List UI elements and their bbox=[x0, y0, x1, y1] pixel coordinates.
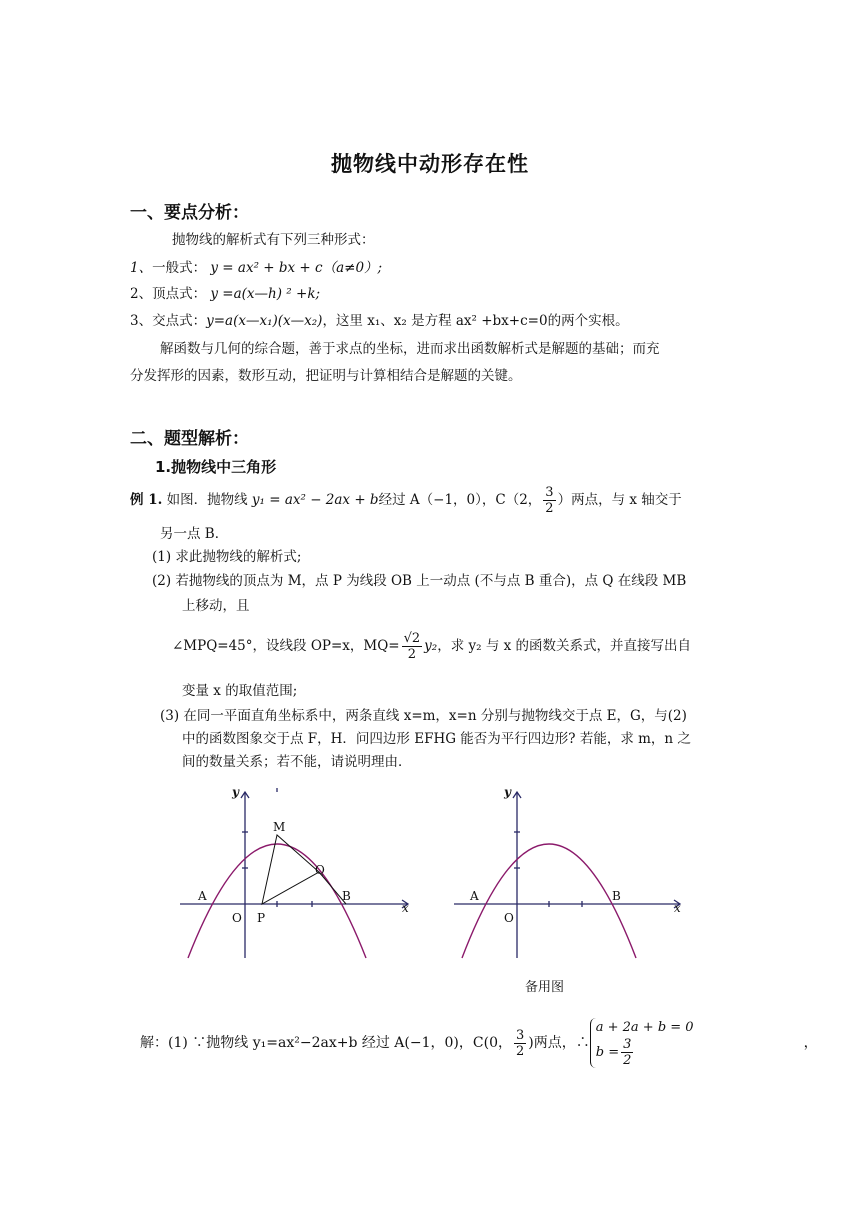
solution-fraction bbox=[514, 1028, 526, 1059]
intercept-form-formula: y=a(x—x₁)(x—x₂) bbox=[206, 313, 323, 329]
label-o: O bbox=[232, 911, 242, 925]
label-q: Q bbox=[315, 863, 325, 877]
item1-number: 1、 bbox=[130, 260, 153, 276]
label-p: P bbox=[257, 911, 266, 925]
parabola-figure-main bbox=[170, 780, 420, 960]
system-line1: a + 2a + b = 0 bbox=[595, 1020, 694, 1035]
label-x: x bbox=[402, 901, 409, 915]
question-2-line1: (2) 若抛物线的顶点为 M，点 P 为线段 OB 上一动点 (不与点 B 重合)，点 Q 在线段 MB bbox=[152, 573, 687, 589]
label-b: B bbox=[612, 889, 621, 903]
paragraph-line2: 分发挥形的因素，数形互动，把证明与计算相结合是解题的关键。 bbox=[130, 368, 522, 384]
section1-heading: 一、要点分析： bbox=[130, 203, 249, 223]
parabola-figure-spare bbox=[442, 780, 692, 960]
example-line bbox=[130, 482, 682, 518]
intro-text: 抛物线的解析式有下列三种形式： bbox=[172, 232, 375, 248]
label-y: y bbox=[232, 785, 239, 799]
system-fraction-den: 2 bbox=[623, 1053, 632, 1068]
label-a: A bbox=[198, 889, 207, 903]
general-form-formula: y = ax² + bx + c（a≠0）; bbox=[210, 260, 383, 276]
root2-numerator: √2 bbox=[403, 630, 421, 646]
intercept-form-line bbox=[130, 311, 629, 331]
fraction-three-halves bbox=[543, 485, 555, 516]
system-line2-lhs: b = bbox=[595, 1045, 620, 1060]
solution-fraction-num: 3 bbox=[515, 1027, 525, 1043]
general-form-line bbox=[130, 258, 382, 278]
fraction-root2-over-2 bbox=[402, 631, 423, 662]
fraction-denominator: 2 bbox=[545, 500, 554, 516]
solution-text-a: 解：(1) ∵抛物线 y₁=ax²−2ax+b 经过 A(−1，0)，C(0， bbox=[140, 1035, 512, 1051]
question-3-line1: (3) 在同一平面直角坐标系中，两条直线 x=m，x=n 分别与抛物线交于点 E，G，与(2) bbox=[160, 708, 687, 724]
example-text-a: 如图．抛物线 bbox=[166, 492, 248, 508]
y2-symbol: y₂ bbox=[424, 638, 438, 654]
item2-label: 2、顶点式： bbox=[130, 286, 207, 302]
question-3-line2: 中的函数图象交于点 F，H．问四边形 EFHG 能否为平行四边形? 若能，求 m，n 之 bbox=[182, 731, 691, 747]
paragraph-line1: 解函数与几何的综合题，善于求点的坐标，进而求出函数解析式是解题的基础；而充 bbox=[160, 341, 660, 357]
vertex-form-formula: y =a(x—h) ² +k; bbox=[210, 286, 321, 302]
label-y: y bbox=[504, 785, 511, 799]
question-2-text-a: ∠MPQ=45°，设线段 OP=x，MQ= bbox=[172, 638, 400, 654]
solution-line bbox=[140, 1012, 818, 1074]
question-2-text-b: ，求 y₂ 与 x 的函数关系式，并直接写出自 bbox=[437, 638, 692, 654]
label-m: M bbox=[273, 820, 286, 834]
item1-label: 一般式： bbox=[152, 260, 207, 276]
label-x: x bbox=[674, 901, 681, 915]
example-label: 例 1. bbox=[130, 492, 163, 508]
example-formula: y₁ = ax² − 2ax + b bbox=[251, 492, 379, 508]
section2-heading: 二、题型解析： bbox=[130, 429, 249, 449]
system-fraction bbox=[621, 1037, 633, 1068]
question-2-line2: 上移动，且 bbox=[182, 598, 250, 614]
subsection-heading: 1.抛物线中三角形 bbox=[155, 458, 277, 476]
system-line2 bbox=[596, 1037, 694, 1068]
question-2-line3 bbox=[172, 624, 691, 668]
example-text-b: 经过 A（−1，0），C（2， bbox=[378, 492, 542, 508]
question-1: (1) 求此抛物线的解析式; bbox=[152, 549, 302, 565]
root2-denominator: 2 bbox=[407, 646, 417, 662]
label-o: O bbox=[504, 911, 514, 925]
label-a: A bbox=[470, 889, 479, 903]
figure-caption: 备用图 bbox=[525, 980, 565, 995]
intercept-form-tail: ，这里 x₁、x₂ 是方程 ax² +bx+c=0的两个实根。 bbox=[322, 313, 629, 329]
page-title: 抛物线中动形存在性 bbox=[331, 152, 529, 176]
system-fraction-num: 3 bbox=[623, 1037, 632, 1052]
example-text-c: ）两点，与 x 轴交于 bbox=[557, 492, 682, 508]
solution-end: ， bbox=[803, 1035, 818, 1051]
item3-label: 3、交点式： bbox=[130, 313, 207, 329]
equation-system bbox=[590, 1018, 694, 1068]
question-3-line3: 间的数量关系；若不能，请说明理由． bbox=[182, 754, 412, 770]
solution-text-b: )两点，∴ bbox=[528, 1035, 590, 1051]
vertex-form-line bbox=[130, 284, 320, 304]
example-line2: 另一点 B． bbox=[160, 526, 229, 542]
solution-fraction-den: 2 bbox=[515, 1043, 525, 1059]
question-2-line4: 变量 x 的取值范围; bbox=[182, 683, 298, 699]
triangle-mpq bbox=[262, 835, 319, 904]
label-b: B bbox=[342, 889, 351, 903]
fraction-numerator: 3 bbox=[545, 484, 554, 500]
